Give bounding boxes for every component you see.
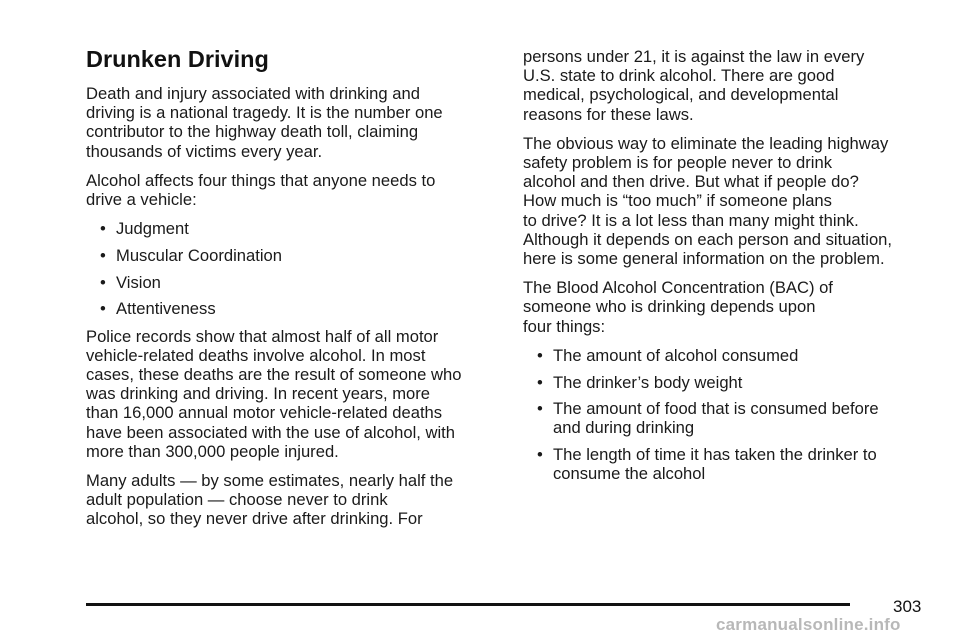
list-item (86, 219, 496, 238)
paragraph: Police records show that almost half of all motor vehicle-related deaths involve alcohol. In most cases, these deaths are the result of someone who was drinking and driving. In recent years, more than 16,000 annual motor vehicle-related deaths have been associated with the use of alcohol, with more than 300,000 people injured. (86, 326, 462, 461)
left-column (86, 84, 496, 539)
list-item-text: The amount of food that is consumed before and during drinking (553, 399, 879, 438)
bullet-list (86, 219, 496, 318)
list-item (523, 445, 943, 483)
list-item-text: The amount of alcohol consumed (553, 345, 799, 365)
list-item (86, 299, 496, 318)
bullet-icon: • (537, 445, 543, 465)
watermark: carmanualsonline.info (716, 615, 901, 634)
bullet-icon: • (537, 399, 543, 419)
list-item-text: Vision (116, 272, 161, 292)
bullet-icon: • (537, 345, 543, 365)
list-item-text: The length of time it has taken the drinker to consume the alcohol (553, 445, 877, 484)
paragraph: persons under 21, it is against the law in every U.S. state to drink alcohol. There are good medical, psychological, and developmental reasons for these laws. (523, 47, 865, 124)
paragraph: The obvious way to eliminate the leading highway safety problem is for people never to drink alcohol and then drive. But what if people do? How much is “too much” if someone plans to drive? It is a lot less than many might think. Although it depends on each person and situation, here is some general information on the problem. (523, 133, 893, 269)
list-item (523, 346, 943, 365)
right-column (523, 47, 943, 492)
paragraph: Alcohol affects four things that anyone needs to drive a vehicle: (86, 170, 436, 210)
list-item (86, 273, 496, 292)
bullet-list (523, 346, 943, 484)
list-item (86, 246, 496, 265)
bullet-icon: • (537, 372, 543, 392)
paragraph: Many adults — by some estimates, nearly half the adult population — choose never to drink alcohol, so they never drive after drinking. For (86, 470, 454, 529)
paragraph: The Blood Alcohol Concentration (BAC) of someone who is drinking depends upon four things: (523, 278, 833, 336)
list-item (523, 373, 943, 392)
list-item (523, 399, 943, 437)
list-item-text: Attentiveness (116, 299, 216, 319)
list-item-text: The drinker’s body weight (553, 372, 743, 392)
bullet-icon: • (100, 219, 106, 239)
bullet-icon: • (100, 245, 106, 265)
bullet-icon: • (100, 272, 106, 292)
page-number: 303 (893, 597, 922, 616)
list-item-text: Judgment (116, 219, 189, 239)
paragraph: Death and injury associated with drinking and driving is a national tragedy. It is the number one contributor to the highway death toll, claiming thousands of victims every year. (86, 84, 443, 161)
list-item-text: Muscular Coordination (116, 245, 283, 265)
bullet-icon: • (100, 299, 106, 319)
section-heading: Drunken Driving (86, 46, 269, 72)
footer-rule (86, 603, 850, 606)
